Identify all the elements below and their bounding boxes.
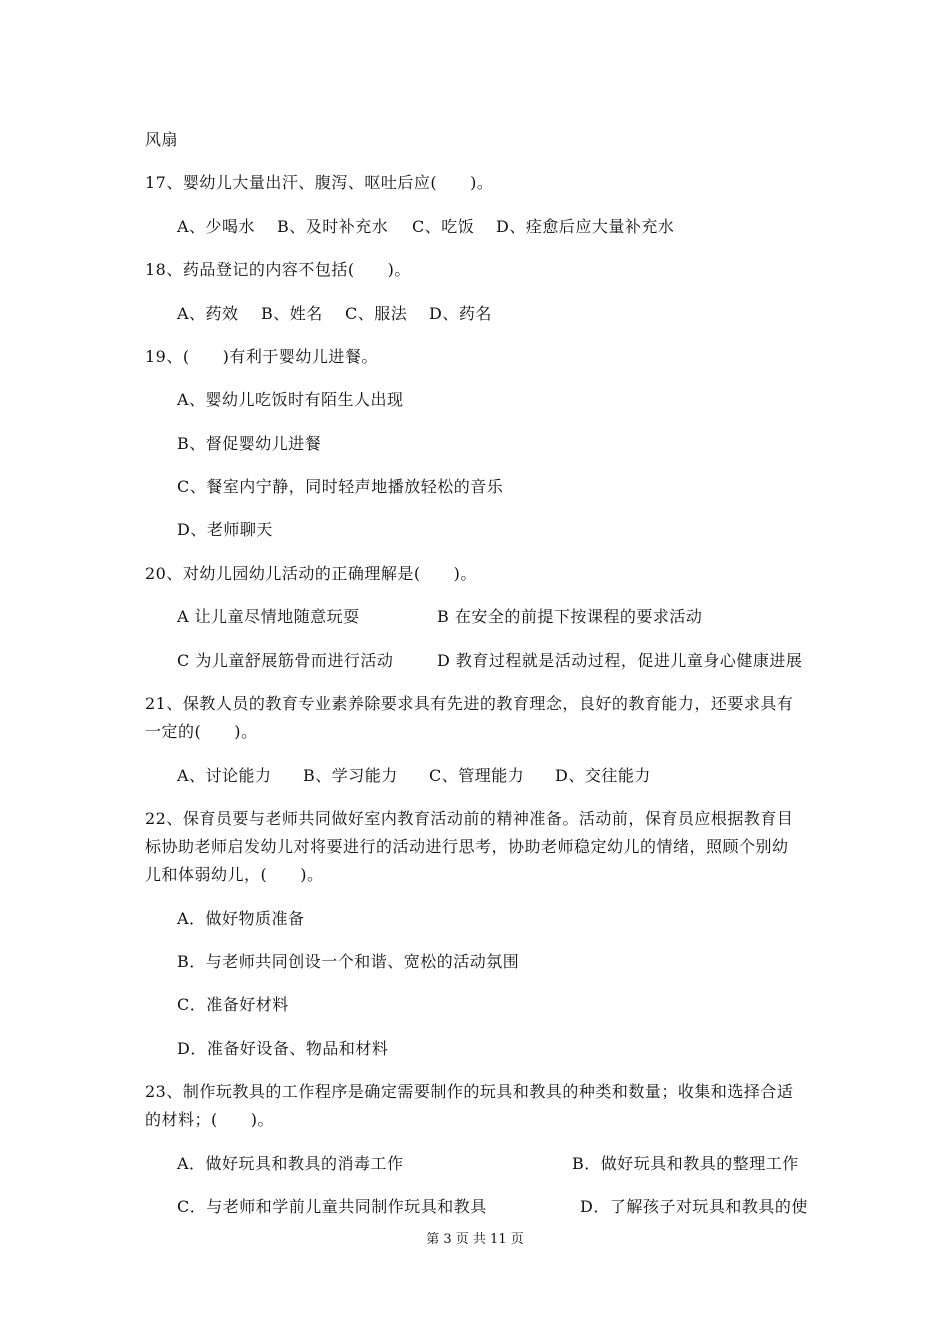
option-a: A、讨论能力 xyxy=(177,766,272,785)
text-line: 风扇 xyxy=(145,130,179,149)
question-21: 21、保教人员的教育专业素养除要求具有先进的教育理念，良好的教育能力，还要求具有 xyxy=(145,694,794,713)
question-23: 23、制作玩教具的工作程序是确定需要制作的玩具和教具的种类和数量；收集和选择合适 xyxy=(145,1082,794,1101)
option-c: C、餐室内宁静，同时轻声地播放轻松的音乐 xyxy=(177,477,504,496)
option-a: A．做好玩具和教具的消毒工作 xyxy=(177,1154,404,1173)
option-a: A 让儿童尽情地随意玩耍 xyxy=(177,607,360,626)
option-b: B．做好玩具和教具的整理工作 xyxy=(572,1154,799,1173)
option-a: A、少喝水 xyxy=(177,217,256,236)
option-c: C、管理能力 xyxy=(429,766,525,785)
option-c: C、服法 xyxy=(345,304,408,323)
option-a: A．做好物质准备 xyxy=(177,909,305,928)
option-a: A、婴幼儿吃饭时有陌生人出现 xyxy=(177,390,404,409)
option-c: C、吃饭 xyxy=(412,217,475,236)
option-b: B 在安全的前提下按课程的要求活动 xyxy=(437,607,703,626)
question-22-cont: 标协助老师启发幼儿对将要进行的活动进行思考，协助老师稳定幼儿的情绪，照顾个别幼 xyxy=(145,837,789,856)
question-20: 20、对幼儿园幼儿活动的正确理解是( )。 xyxy=(145,564,477,583)
option-c: C．与老师和学前儿童共同制作玩具和教具 xyxy=(177,1197,487,1216)
page-number-footer: 第 3 页 共 11 页 xyxy=(426,1232,524,1247)
question-22-cont: 儿和体弱幼儿，( )。 xyxy=(145,865,324,884)
question-21-cont: 一定的( )。 xyxy=(145,722,258,741)
option-d: D、交往能力 xyxy=(555,766,651,785)
question-22: 22、保育员要与老师共同做好室内教育活动前的精神准备。活动前，保育员应根据教育目 xyxy=(145,809,794,828)
option-d: D、老师聊天 xyxy=(177,520,273,539)
option-d: D 教育过程就是活动过程，促进儿童身心健康进展 xyxy=(437,651,803,670)
option-d: D．了解孩子对玩具和教具的使 xyxy=(580,1197,808,1216)
option-d: D、痊愈后应大量补充水 xyxy=(496,217,675,236)
question-17: 17、婴幼儿大量出汗、腹泻、呕吐后应( )。 xyxy=(145,173,494,192)
question-18: 18、药品登记的内容不包括( )。 xyxy=(145,260,411,279)
question-23-cont: 的材料；( )。 xyxy=(145,1110,274,1129)
option-b: B、及时补充水 xyxy=(277,217,389,236)
question-19: 19、( )有利于婴幼儿进餐。 xyxy=(145,347,378,366)
option-b: B、督促婴幼儿进餐 xyxy=(177,434,322,453)
option-c: C．准备好材料 xyxy=(177,995,289,1014)
option-b: B、姓名 xyxy=(261,304,323,323)
option-c: C 为儿童舒展筋骨而进行活动 xyxy=(177,651,394,670)
option-d: D、药名 xyxy=(429,304,492,323)
option-d: D．准备好设备、物品和材料 xyxy=(177,1039,389,1058)
option-b: B、学习能力 xyxy=(303,766,398,785)
option-b: B．与老师共同创设一个和谐、宽松的活动氛围 xyxy=(177,952,520,971)
option-a: A、药效 xyxy=(177,304,239,323)
